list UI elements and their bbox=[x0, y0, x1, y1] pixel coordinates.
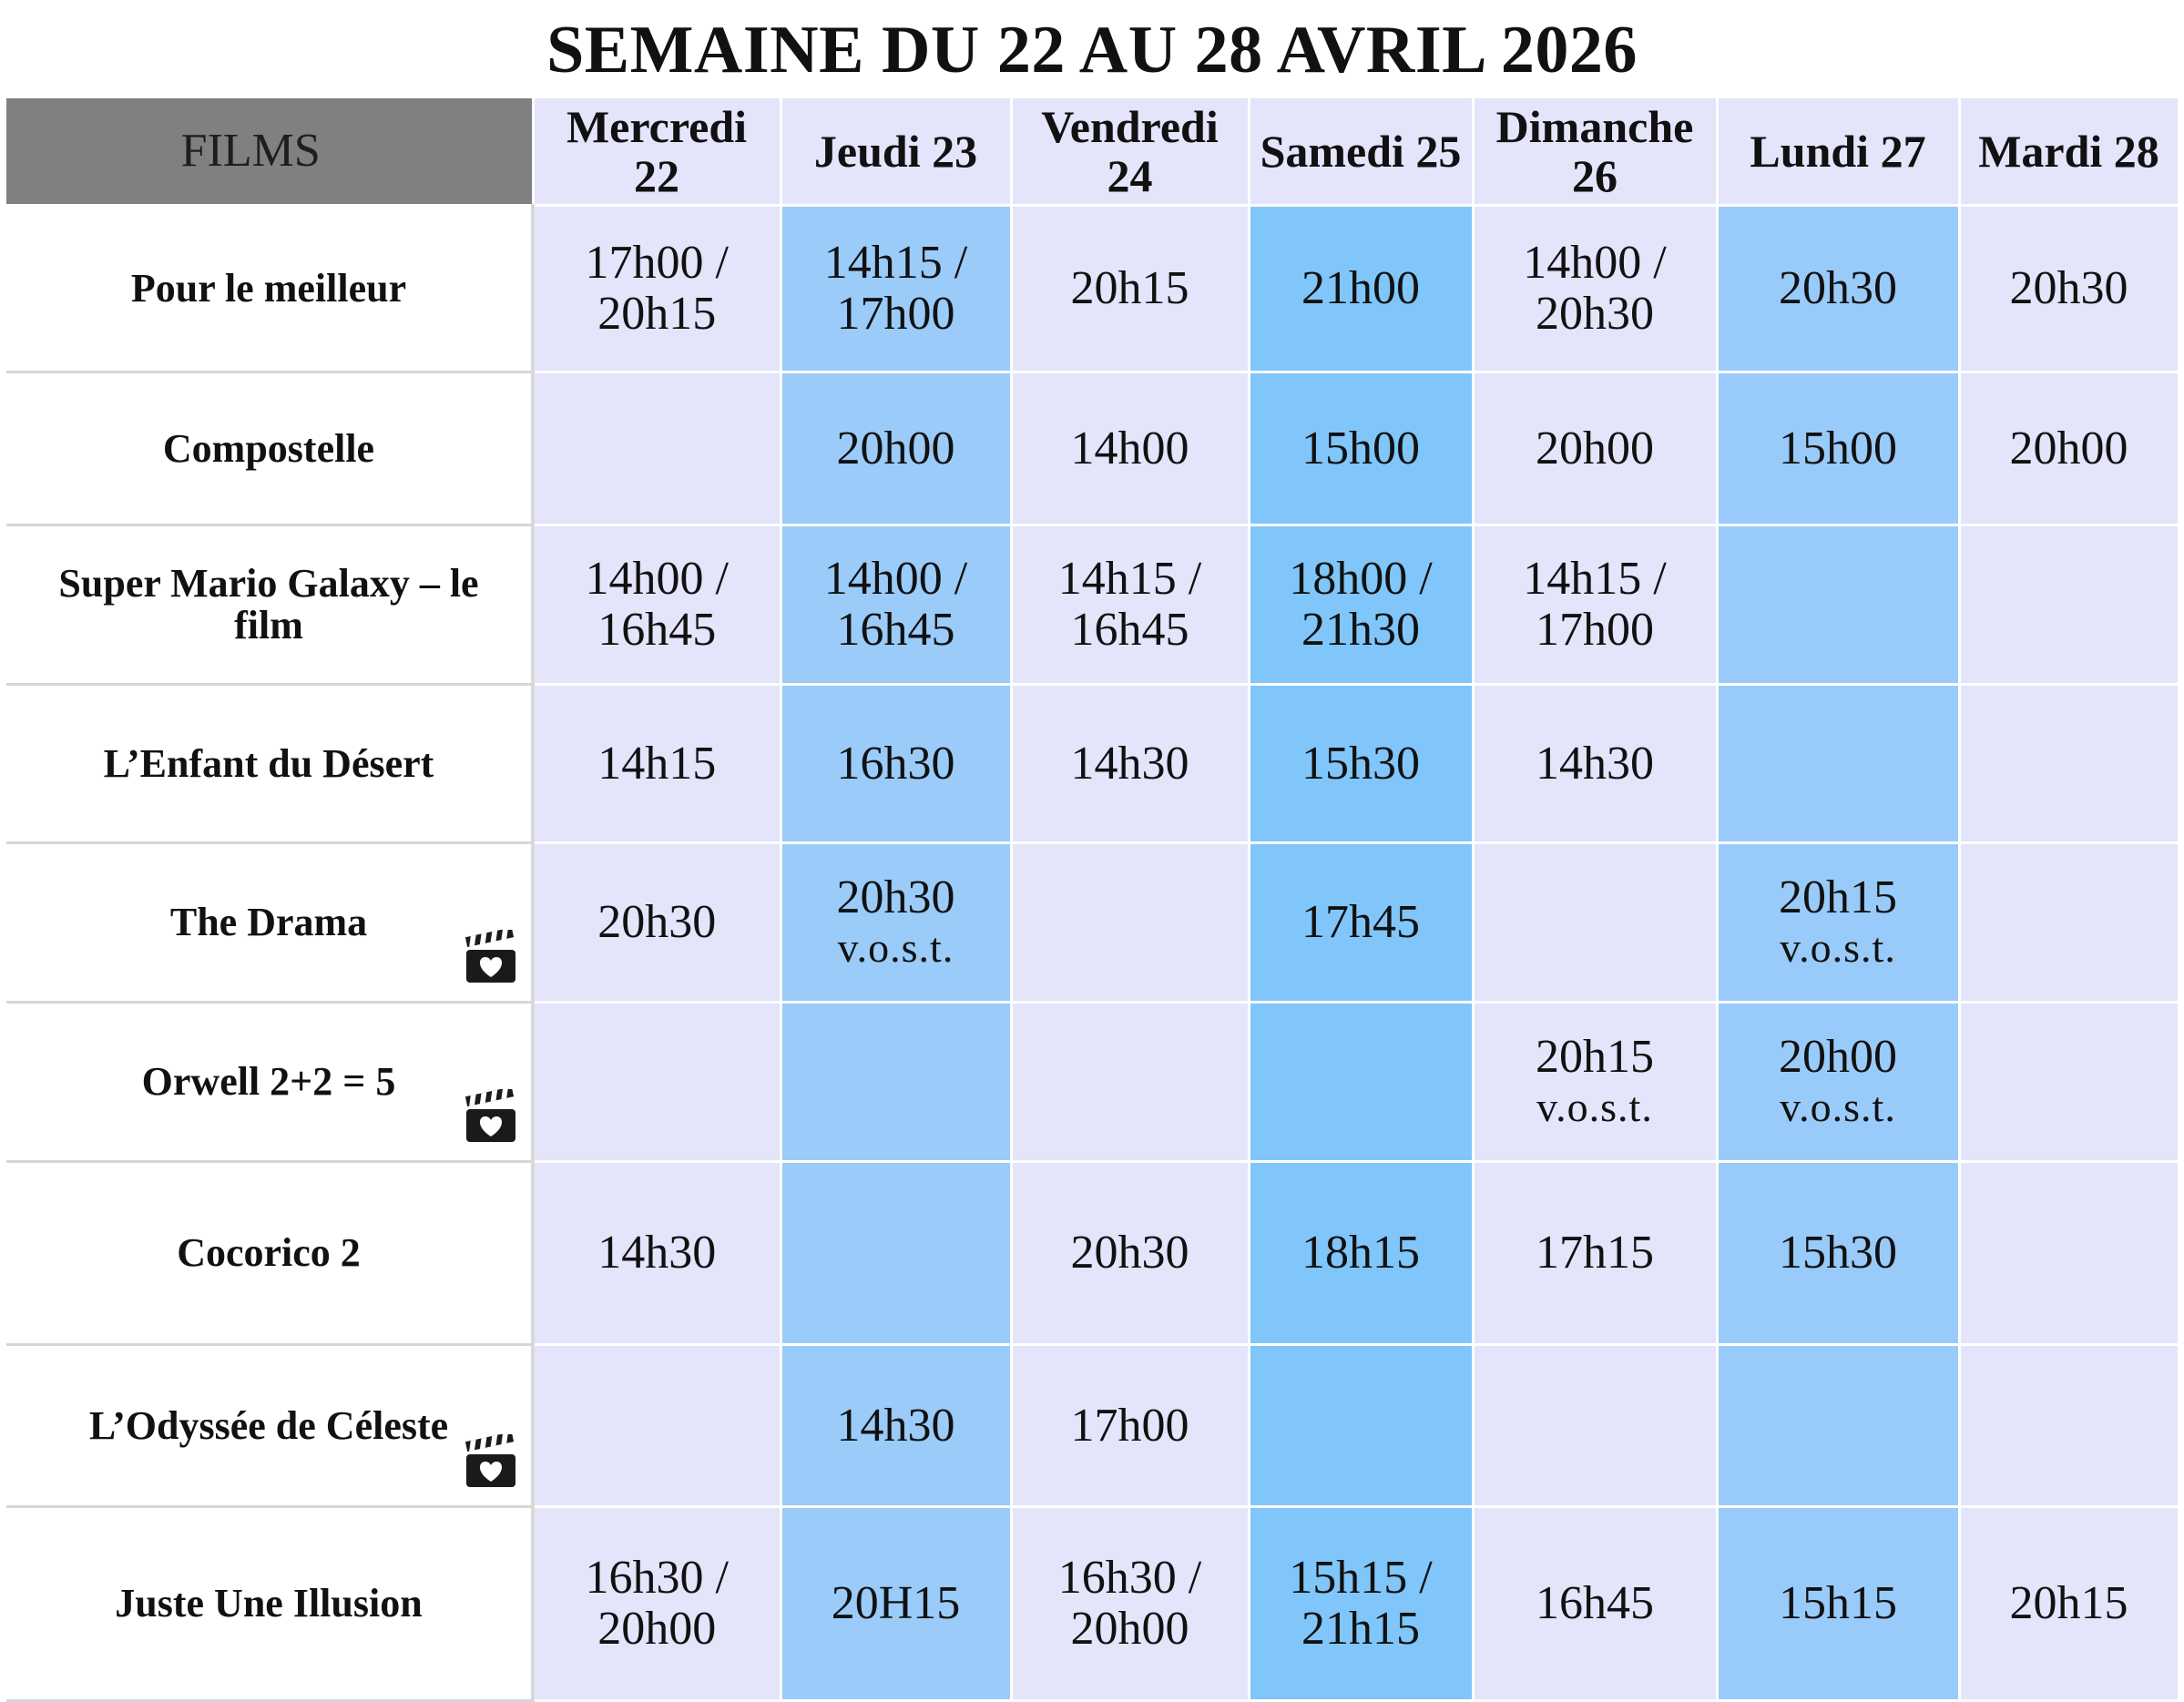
showtime-cell-thursday bbox=[781, 525, 1011, 685]
film-title-cell bbox=[6, 843, 533, 1003]
showtime-cell-tuesday bbox=[1959, 206, 2179, 372]
showtime-cell-saturday bbox=[1249, 206, 1473, 372]
showtime: 14h30 bbox=[1070, 737, 1189, 790]
showtime-cell-wednesday bbox=[533, 525, 781, 685]
showtime-cell-thursday bbox=[781, 843, 1011, 1003]
showtime: 16h45 bbox=[597, 604, 717, 656]
showtime-cell-monday bbox=[1717, 1162, 1959, 1345]
showtime-cell-monday bbox=[1717, 1003, 1959, 1162]
showtime: 20h00 bbox=[2009, 422, 2128, 474]
film-title-cell bbox=[6, 206, 533, 372]
showtime-cell-wednesday bbox=[533, 1162, 781, 1345]
film-row bbox=[6, 525, 2179, 685]
showtime: 16h30 bbox=[836, 737, 955, 790]
showtime-cell-friday bbox=[1011, 1162, 1249, 1345]
showtime: 21h15 bbox=[1301, 1603, 1420, 1655]
showtime-cell-friday bbox=[1011, 372, 1249, 525]
film-title-cell bbox=[6, 372, 533, 525]
clapperboard-heart-icon bbox=[464, 1089, 518, 1144]
showtime-cell-tuesday bbox=[1959, 372, 2179, 525]
showtime: 14h00 / bbox=[823, 553, 968, 605]
showtime: 20h30 bbox=[1779, 262, 1897, 314]
showtime-cell-friday bbox=[1011, 1003, 1249, 1162]
showtime: 15h00 bbox=[1301, 422, 1420, 474]
film-title: L’Enfant du Désert bbox=[103, 740, 434, 786]
film-title: Super Mario Galaxy – le film bbox=[58, 561, 479, 647]
showtime: 17h00 bbox=[1070, 1399, 1189, 1452]
showtime: 20h15 bbox=[1536, 1031, 1654, 1083]
showtime-cell-saturday bbox=[1249, 1003, 1473, 1162]
day-header-tuesday: Mardi 28 bbox=[1959, 98, 2179, 206]
showtime: 14h30 bbox=[597, 1227, 717, 1279]
showtime: 18h00 / bbox=[1289, 553, 1433, 605]
film-row bbox=[6, 843, 2179, 1003]
showtime: 15h15 / bbox=[1289, 1552, 1433, 1604]
showtime-cell-tuesday bbox=[1959, 843, 2179, 1003]
showtime: 20h00 bbox=[836, 422, 955, 474]
showtime-cell-thursday bbox=[781, 1162, 1011, 1345]
showtime-cell-wednesday bbox=[533, 1345, 781, 1507]
showtime: 17h15 bbox=[1536, 1227, 1654, 1279]
film-title-cell bbox=[6, 1003, 533, 1162]
film-title: Pour le meilleur bbox=[130, 266, 407, 311]
film-title-cell bbox=[6, 685, 533, 843]
showtime: 20h30 bbox=[1070, 1227, 1189, 1279]
header-row bbox=[6, 98, 2179, 206]
showtime: 20h00 bbox=[1536, 422, 1654, 474]
showtime: 14h00 / bbox=[1523, 237, 1667, 289]
clapperboard-heart-icon bbox=[464, 1434, 518, 1489]
showtime: 20h15 bbox=[2009, 1577, 2128, 1629]
showtime: 20h30 bbox=[1536, 288, 1654, 340]
showtime: 16h30 / bbox=[585, 1552, 729, 1604]
showtime: 20h00 bbox=[1070, 1603, 1189, 1655]
showtime-cell-sunday bbox=[1473, 843, 1717, 1003]
version-label: v.o.s.t. bbox=[1780, 924, 1896, 971]
showtime: 16h45 bbox=[1070, 604, 1189, 656]
showtime-cell-tuesday bbox=[1959, 685, 2179, 843]
showtime-cell-thursday bbox=[781, 1345, 1011, 1507]
showtime: 15h30 bbox=[1779, 1227, 1897, 1279]
showtime-cell-monday bbox=[1717, 1345, 1959, 1507]
version-label: v.o.s.t. bbox=[1536, 1084, 1653, 1130]
film-row bbox=[6, 206, 2179, 372]
showtime: 18h15 bbox=[1301, 1227, 1420, 1279]
showtime-cell-wednesday bbox=[533, 685, 781, 843]
showtime: 16h45 bbox=[1536, 1577, 1654, 1629]
showtime: 20h30 bbox=[597, 896, 717, 948]
day-header-monday: Lundi 27 bbox=[1717, 98, 1959, 206]
showtime-cell-sunday bbox=[1473, 372, 1717, 525]
showtime: 14h15 / bbox=[823, 237, 968, 289]
showtime-cell-tuesday bbox=[1959, 1507, 2179, 1701]
showtime-cell-tuesday bbox=[1959, 1003, 2179, 1162]
showtime-cell-thursday bbox=[781, 1003, 1011, 1162]
day-header-friday: Vendredi 24 bbox=[1011, 98, 1249, 206]
showtime: 20H15 bbox=[831, 1577, 961, 1629]
films-column-header: FILMS bbox=[6, 98, 533, 206]
showtime: 21h00 bbox=[1301, 262, 1420, 314]
showtime: 20h00 bbox=[597, 1603, 717, 1655]
film-title-cell bbox=[6, 1345, 533, 1507]
showtime: 17h00 bbox=[1536, 604, 1654, 656]
showtime-cell-sunday bbox=[1473, 525, 1717, 685]
showtime: 20h15 bbox=[597, 288, 717, 340]
schedule-body bbox=[6, 206, 2179, 1701]
showtime-cell-saturday bbox=[1249, 843, 1473, 1003]
film-title-cell bbox=[6, 1507, 533, 1701]
showtime-cell-tuesday bbox=[1959, 1162, 2179, 1345]
film-title: The Drama bbox=[169, 900, 368, 944]
showtime-cell-monday bbox=[1717, 1507, 1959, 1701]
showtime-cell-thursday bbox=[781, 1507, 1011, 1701]
film-row bbox=[6, 1507, 2179, 1701]
showtime: 15h15 bbox=[1779, 1577, 1897, 1629]
showtime-cell-sunday bbox=[1473, 206, 1717, 372]
showtime-cell-sunday bbox=[1473, 685, 1717, 843]
showtime: 17h00 / bbox=[585, 237, 729, 289]
film-title-cell bbox=[6, 1162, 533, 1345]
showtime-cell-wednesday bbox=[533, 372, 781, 525]
schedule-table bbox=[6, 98, 2180, 1702]
showtime-cell-friday bbox=[1011, 1507, 1249, 1701]
showtime-cell-saturday bbox=[1249, 525, 1473, 685]
showtime-cell-saturday bbox=[1249, 1162, 1473, 1345]
film-title: L’Odyssée de Céleste bbox=[88, 1402, 449, 1448]
showtime-cell-saturday bbox=[1249, 685, 1473, 843]
showtime: 15h00 bbox=[1779, 422, 1897, 474]
showtime-cell-thursday bbox=[781, 206, 1011, 372]
schedule-title: SEMAINE DU 22 AU 28 AVRIL 2026 bbox=[546, 13, 1638, 87]
showtime: 15h30 bbox=[1301, 737, 1420, 790]
showtime-cell-friday bbox=[1011, 843, 1249, 1003]
showtime: 14h30 bbox=[1536, 737, 1654, 790]
showtime: 17h45 bbox=[1301, 896, 1420, 948]
showtime-cell-wednesday bbox=[533, 1507, 781, 1701]
film-row bbox=[6, 1162, 2179, 1345]
showtime: 16h45 bbox=[836, 604, 955, 656]
day-header-thursday: Jeudi 23 bbox=[781, 98, 1011, 206]
showtime-cell-friday bbox=[1011, 1345, 1249, 1507]
showtime-cell-sunday bbox=[1473, 1345, 1717, 1507]
showtime: 21h30 bbox=[1301, 604, 1420, 656]
showtime: 14h30 bbox=[836, 1399, 955, 1452]
showtime-cell-sunday bbox=[1473, 1162, 1717, 1345]
showtime-cell-tuesday bbox=[1959, 1345, 2179, 1507]
showtime-cell-monday bbox=[1717, 685, 1959, 843]
showtime-cell-sunday bbox=[1473, 1507, 1717, 1701]
showtime: 17h00 bbox=[836, 288, 955, 340]
film-row bbox=[6, 1345, 2179, 1507]
version-label: v.o.s.t. bbox=[1780, 1084, 1896, 1130]
film-title: Orwell 2+2 = 5 bbox=[141, 1059, 396, 1104]
showtime: 20h15 bbox=[1779, 871, 1897, 923]
film-row bbox=[6, 1003, 2179, 1162]
clapperboard-heart-icon bbox=[464, 930, 518, 984]
showtime-cell-friday bbox=[1011, 206, 1249, 372]
film-row bbox=[6, 372, 2179, 525]
showtime-cell-wednesday bbox=[533, 843, 781, 1003]
showtime: 14h15 / bbox=[1057, 553, 1202, 605]
film-title: Compostelle bbox=[162, 425, 375, 471]
showtime: 14h15 bbox=[597, 737, 717, 790]
showtime: 20h30 bbox=[836, 871, 955, 923]
showtime-cell-monday bbox=[1717, 525, 1959, 685]
showtime-cell-saturday bbox=[1249, 1345, 1473, 1507]
showtime-cell-wednesday bbox=[533, 206, 781, 372]
showtime: 20h15 bbox=[1070, 262, 1189, 314]
film-title: Juste Une Illusion bbox=[115, 1581, 423, 1626]
showtime: 14h15 / bbox=[1523, 553, 1667, 605]
showtime-cell-tuesday bbox=[1959, 525, 2179, 685]
showtime-cell-thursday bbox=[781, 685, 1011, 843]
showtime: 14h00 / bbox=[585, 553, 729, 605]
version-label: v.o.s.t. bbox=[837, 924, 954, 971]
showtime-cell-thursday bbox=[781, 372, 1011, 525]
day-header-saturday: Samedi 25 bbox=[1249, 98, 1473, 206]
film-title: Cocorico 2 bbox=[177, 1230, 361, 1275]
showtime-cell-saturday bbox=[1249, 372, 1473, 525]
showtime-cell-friday bbox=[1011, 525, 1249, 685]
showtime-cell-sunday bbox=[1473, 1003, 1717, 1162]
showtime-cell-saturday bbox=[1249, 1507, 1473, 1701]
showtime-cell-monday bbox=[1717, 206, 1959, 372]
showtime: 20h00 bbox=[1779, 1031, 1897, 1083]
showtime: 16h30 / bbox=[1057, 1552, 1202, 1604]
showtime-cell-monday bbox=[1717, 372, 1959, 525]
showtime: 14h00 bbox=[1070, 422, 1189, 474]
showtime-cell-wednesday bbox=[533, 1003, 781, 1162]
showtime: 20h30 bbox=[2009, 262, 2128, 314]
day-header-wednesday: Mercredi 22 bbox=[533, 98, 781, 206]
day-header-sunday: Dimanche 26 bbox=[1473, 98, 1717, 206]
showtime-cell-monday bbox=[1717, 843, 1959, 1003]
showtime-cell-friday bbox=[1011, 685, 1249, 843]
film-title-cell bbox=[6, 525, 533, 685]
film-row bbox=[6, 685, 2179, 843]
